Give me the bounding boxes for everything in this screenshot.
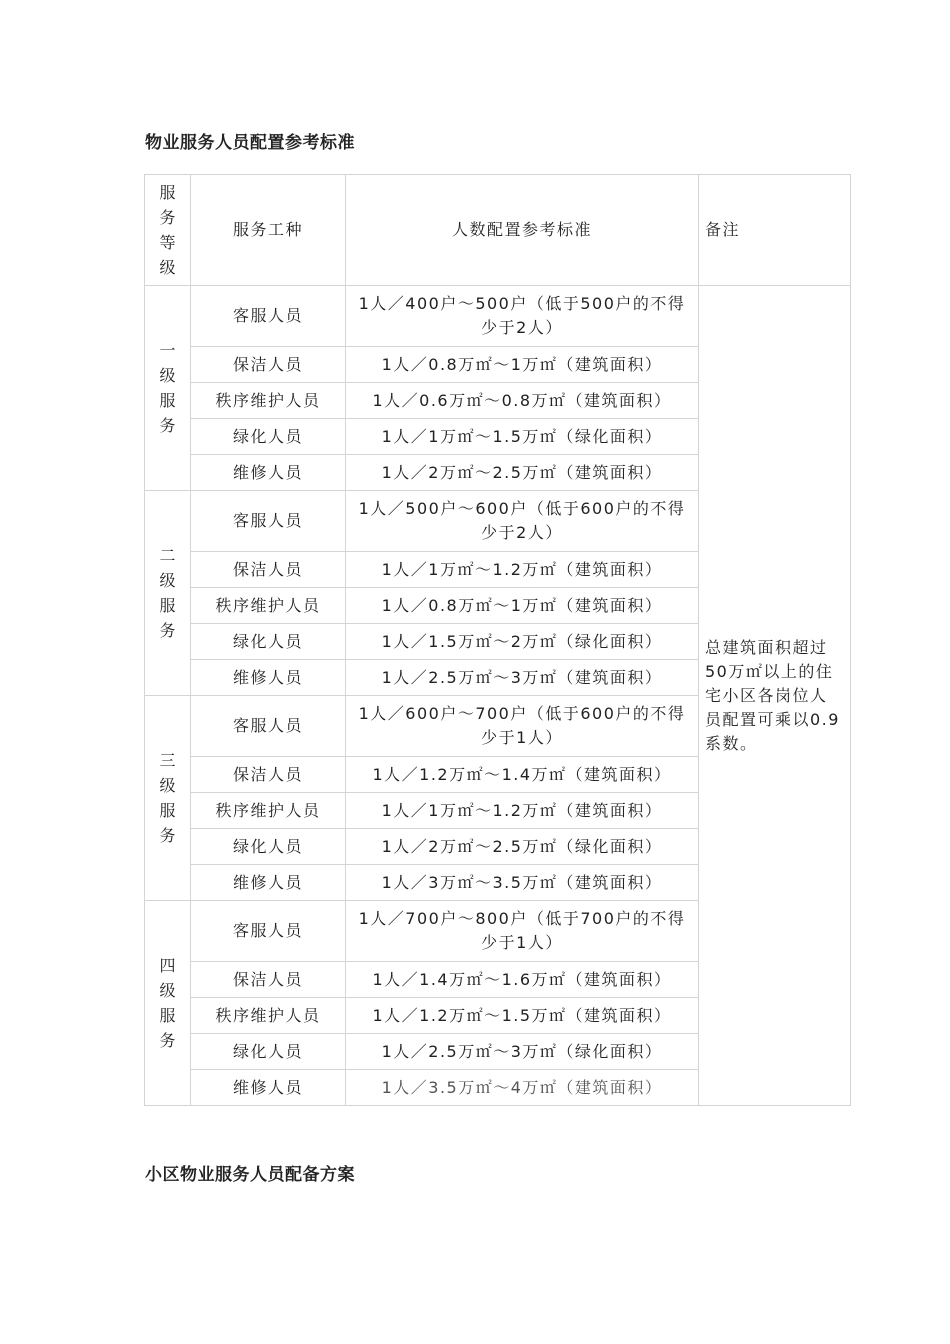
standard-cell: 1人／2.5万㎡～3万㎡（绿化面积） [346,1034,699,1070]
level-cell: 四级服务 [145,901,191,1106]
table-row [145,286,851,347]
header-service-level: 服务等级 [145,175,191,286]
type-cell: 维修人员 [191,1070,346,1106]
header-standard: 人数配置参考标准 [346,175,699,286]
standard-cell: 1人／0.6万㎡～0.8万㎡（建筑面积） [346,383,699,419]
level-cell: 三级服务 [145,696,191,901]
type-cell: 维修人员 [191,865,346,901]
level-cell: 一级服务 [145,286,191,491]
standard-cell: 1人／1.4万㎡～1.6万㎡（建筑面积） [346,962,699,998]
level-cell: 二级服务 [145,491,191,696]
standard-cell: 1人／0.8万㎡～1万㎡（建筑面积） [346,347,699,383]
type-cell: 秩序维护人员 [191,588,346,624]
standard-cell: 1人／400户～500户（低于500户的不得少于2人） [346,286,699,347]
section-heading-staff-standard: 物业服务人员配置参考标准 [145,133,355,153]
table-header-row [145,175,851,286]
type-cell: 客服人员 [191,286,346,347]
standard-cell: 1人／1万㎡～1.2万㎡（建筑面积） [346,552,699,588]
header-service-type: 服务工种 [191,175,346,286]
standard-cell: 1人／1万㎡～1.5万㎡（绿化面积） [346,419,699,455]
type-cell: 客服人员 [191,901,346,962]
header-remark: 备注 [699,175,851,286]
type-cell: 绿化人员 [191,829,346,865]
type-cell: 保洁人员 [191,962,346,998]
standard-cell: 1人／1.5万㎡～2万㎡（绿化面积） [346,624,699,660]
type-cell: 绿化人员 [191,1034,346,1070]
standard-cell: 1人／2万㎡～2.5万㎡（建筑面积） [346,455,699,491]
standard-cell: 1人／1.2万㎡～1.5万㎡（建筑面积） [346,998,699,1034]
type-cell: 秩序维护人员 [191,998,346,1034]
type-cell: 维修人员 [191,455,346,491]
type-cell: 客服人员 [191,491,346,552]
type-cell: 维修人员 [191,660,346,696]
staff-allocation-table [144,174,851,1106]
type-cell: 绿化人员 [191,419,346,455]
standard-cell: 1人／1.2万㎡～1.4万㎡（建筑面积） [346,757,699,793]
standard-cell: 1人／500户～600户（低于600户的不得少于2人） [346,491,699,552]
type-cell: 保洁人员 [191,347,346,383]
standard-cell: 1人／3万㎡～3.5万㎡（建筑面积） [346,865,699,901]
section-heading-staff-plan: 小区物业服务人员配备方案 [145,1165,355,1185]
type-cell: 绿化人员 [191,624,346,660]
standard-cell: 1人／2.5万㎡～3万㎡（建筑面积） [346,660,699,696]
type-cell: 保洁人员 [191,552,346,588]
standard-cell: 1人／700户～800户（低于700户的不得少于1人） [346,901,699,962]
type-cell: 秩序维护人员 [191,793,346,829]
type-cell: 保洁人员 [191,757,346,793]
standard-cell: 1人／1万㎡～1.2万㎡（建筑面积） [346,793,699,829]
type-cell: 秩序维护人员 [191,383,346,419]
remark-cell: 总建筑面积超过50万㎡以上的住宅小区各岗位人员配置可乘以0.9系数。 [699,286,851,1106]
type-cell: 客服人员 [191,696,346,757]
standard-cell: 1人／600户～700户（低于600户的不得少于1人） [346,696,699,757]
standard-cell: 1人／3.5万㎡～4万㎡（建筑面积） [346,1070,699,1106]
standard-cell: 1人／2万㎡～2.5万㎡（绿化面积） [346,829,699,865]
standard-cell: 1人／0.8万㎡～1万㎡（建筑面积） [346,588,699,624]
